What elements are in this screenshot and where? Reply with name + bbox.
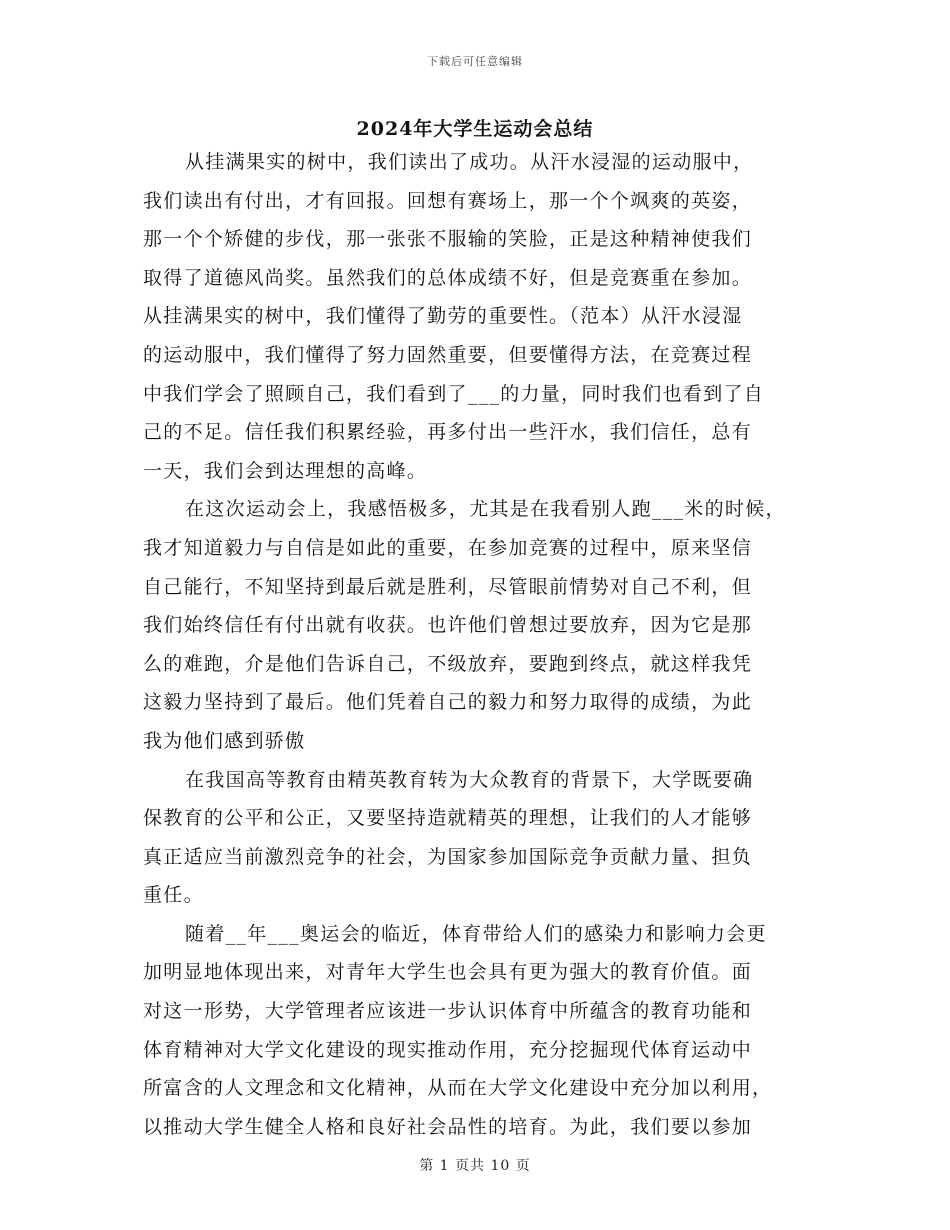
text-line: 己的不足。信任我们积累经验，再多付出一些汗水，我们信任，总有 xyxy=(143,421,753,444)
text-line: 在我国高等教育由精英教育转为大众教育的背景下，大学既要确 xyxy=(185,768,754,791)
document-title: 2024年大学生运动会总结 xyxy=(356,118,594,140)
text-line: 真正适应当前激烈竞争的社会，为国家参加国际竞争贡献力量、担负 xyxy=(143,845,753,868)
text-line: 随着__年___奥运会的临近，体育带给人们的感染力和影响力会更 xyxy=(185,922,767,945)
text-line: 重任。 xyxy=(143,884,204,907)
text-line: 从挂满果实的树中，我们读出了成功。从汗水浸湿的运动服中， xyxy=(185,151,754,173)
text-line: 在这次运动会上，我感悟极多，尤其是在我看别人跑___米的时候， xyxy=(185,498,786,521)
text-line: 所富含的人文理念和文化精神，从而在大学文化建设中充分加以利用， xyxy=(143,1077,773,1100)
text-line: 保教育的公平和公正，又要坚持造就精英的理想，让我们的人才能够 xyxy=(143,807,753,830)
document-body xyxy=(143,143,823,1146)
text-line: 一天，我们会到达理想的高峰。 xyxy=(143,459,428,482)
text-line: 取得了道德风尚奖。虽然我们的总体成绩不好，但是竞赛重在参加。 xyxy=(143,266,753,289)
text-line: 体育精神对大学文化建设的现实推动作用，充分挖掘现代体育运动中 xyxy=(143,1038,753,1061)
text-line: 对这一形势，大学管理者应该进一步认识体育中所蕴含的教育功能和 xyxy=(143,1000,753,1023)
text-line: 从挂满果实的树中，我们懂得了勤劳的重要性。（范本）从汗水浸湿 xyxy=(143,305,743,328)
text-line: 自己能行，不知坚持到最后就是胜利，尽管眼前情势对自己不利，但 xyxy=(143,575,753,598)
text-line: 么的难跑，介是他们告诉自己，不级放弃，要跑到终点，就这样我凭 xyxy=(143,652,753,675)
page-footer: 第 1 页共 10 页 xyxy=(419,1158,531,1174)
text-line: 我们读出有付出，才有回报。回想有赛场上，那一个个飒爽的英姿， xyxy=(143,189,753,212)
text-line: 中我们学会了照顾自己，我们看到了___的力量，同时我们也看到了自 xyxy=(143,382,765,405)
header-note: 下载后可任意编辑 xyxy=(427,55,523,68)
text-line: 的运动服中，我们懂得了努力固然重要，但要懂得方法，在竞赛过程 xyxy=(143,343,753,366)
text-line: 我为他们感到骄傲 xyxy=(143,729,306,752)
text-line: 那一个个矫健的步伐，那一张张不服输的笑脸，正是这种精神使我们 xyxy=(143,228,753,251)
text-line: 我才知道毅力与自信是如此的重要，在参加竞赛的过程中，原来坚信 xyxy=(143,536,753,559)
text-line: 我们始终信任有付出就有收获。也许他们曾想过要放弃，因为它是那 xyxy=(143,614,753,637)
text-line: 这毅力坚持到了最后。他们凭着自己的毅力和努力取得的成绩，为此 xyxy=(143,691,753,714)
text-line: 加明显地体现出来，对青年大学生也会具有更为强大的教育价值。面 xyxy=(143,961,753,984)
text-line: 以推动大学生健全人格和良好社会品性的培育。为此，我们要以参加 xyxy=(143,1115,753,1138)
